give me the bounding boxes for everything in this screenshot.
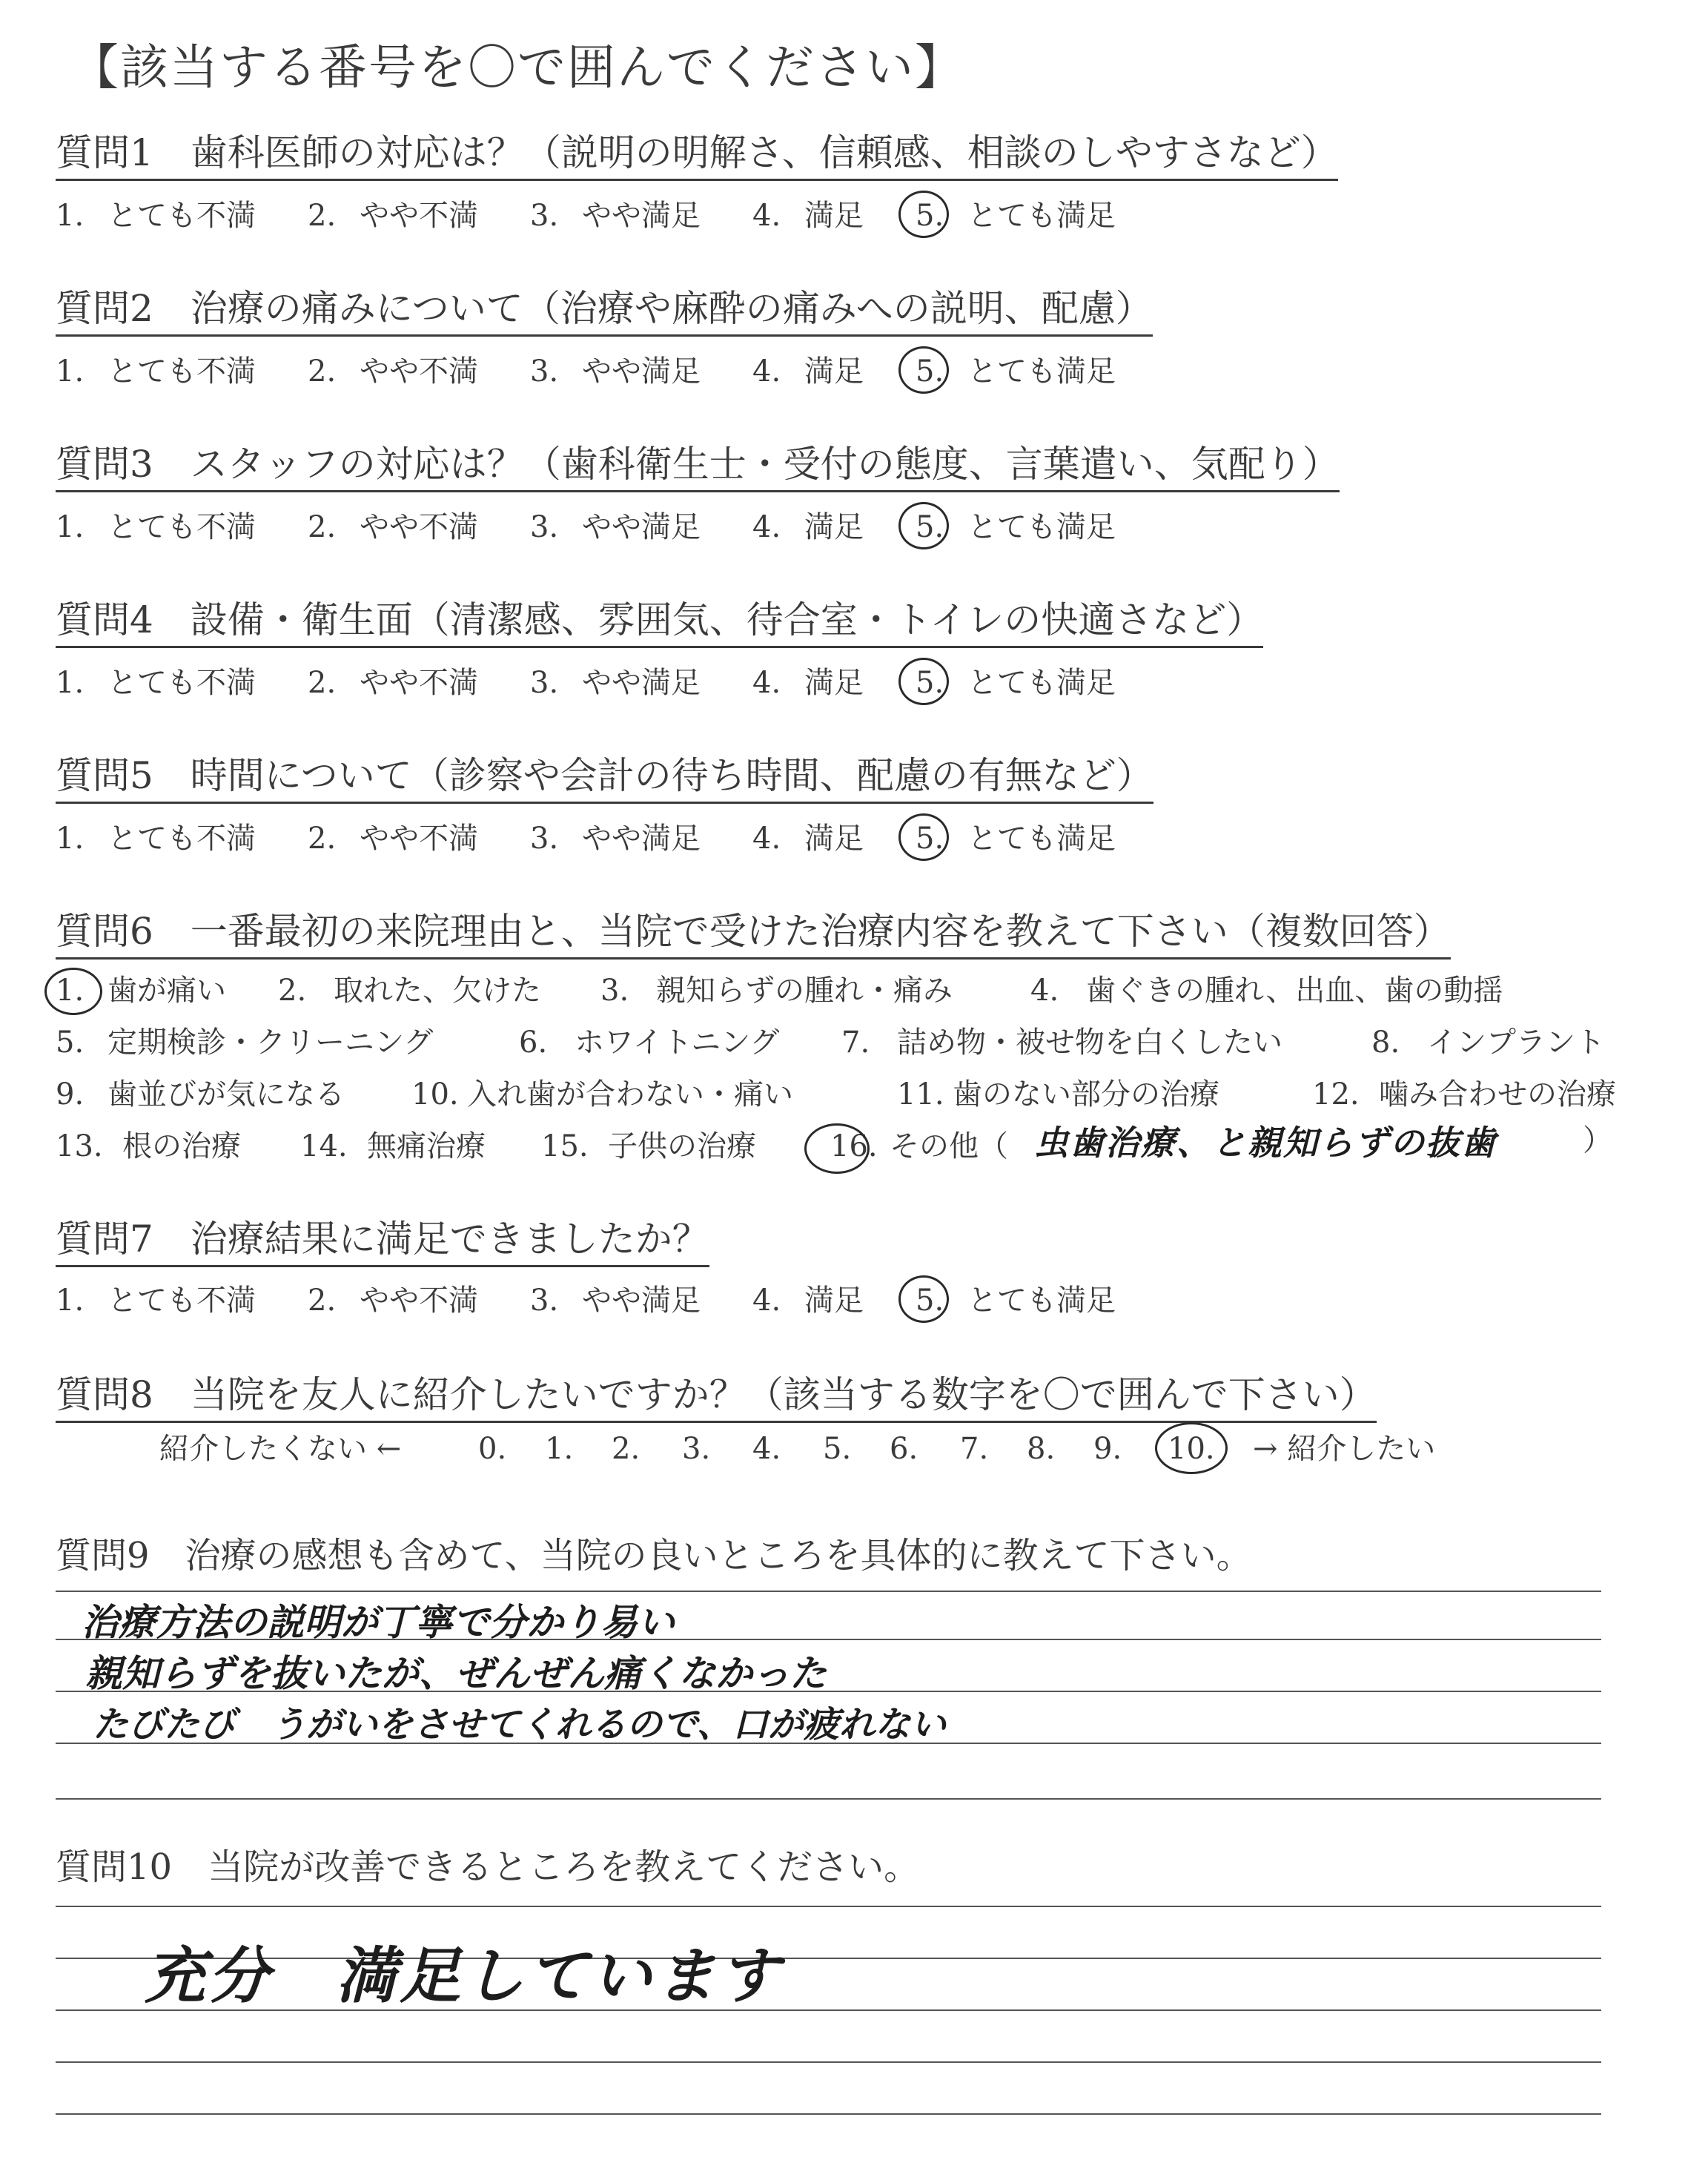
q6-item-13-num[interactable]: 13.: [56, 1129, 103, 1163]
q6-item-11-num[interactable]: 11.: [897, 1077, 944, 1112]
q2-option-8[interactable]: 5.: [916, 354, 944, 389]
q6-item-6-label[interactable]: ホワイトニング: [575, 1025, 780, 1060]
q2-option-7[interactable]: 満足: [804, 354, 864, 389]
q6-item-13-label[interactable]: 根の治療: [122, 1129, 241, 1163]
q5-option-1[interactable]: とても不満: [107, 822, 256, 856]
q2-option-1[interactable]: とても不満: [107, 354, 256, 389]
q3-selected-circle: [898, 502, 949, 549]
q4-option-4[interactable]: 3.: [530, 666, 559, 700]
q2-option-0[interactable]: 1.: [56, 354, 85, 389]
q4-option-7[interactable]: 満足: [804, 666, 864, 700]
q6-item-16-label[interactable]: その他（: [890, 1129, 1008, 1163]
q6-item-15-label[interactable]: 子供の治療: [608, 1129, 756, 1163]
q7-option-6[interactable]: 4.: [752, 1284, 781, 1318]
q6-item-3-num[interactable]: 3.: [600, 974, 629, 1008]
q7-option-1[interactable]: とても不満: [107, 1284, 256, 1318]
q5-option-3[interactable]: やや不満: [360, 822, 478, 856]
q4-option-9[interactable]: とても満足: [967, 666, 1116, 700]
q7-option-8[interactable]: 5.: [916, 1284, 944, 1318]
q3-option-1[interactable]: とても不満: [107, 510, 256, 544]
q7-option-0[interactable]: 1.: [56, 1284, 85, 1318]
q8-number-3[interactable]: 3.: [682, 1432, 711, 1466]
q9-answer-2: 親知らずを抜いたが、ぜんぜん痛くなかった: [85, 1652, 827, 1695]
q8-number-9[interactable]: 9.: [1093, 1432, 1122, 1466]
q5-option-7[interactable]: 満足: [804, 822, 864, 856]
q6-item-12-num[interactable]: 12.: [1312, 1077, 1360, 1112]
q5-selected-circle: [898, 813, 949, 861]
q5-option-9[interactable]: とても満足: [967, 822, 1116, 856]
q3-option-0[interactable]: 1.: [56, 510, 85, 544]
q6-item-7-num[interactable]: 7.: [841, 1025, 870, 1060]
q3-title: 質問3 スタッフの対応は？（歯科衛生士・受付の態度、言葉遣い、気配り）: [56, 441, 1340, 492]
q1-option-1[interactable]: とても不満: [107, 199, 256, 233]
q8-right-label: → 紹介したい: [1253, 1432, 1436, 1466]
q6-item-2-num[interactable]: 2.: [278, 974, 307, 1008]
q6-item-6-num[interactable]: 6.: [519, 1025, 548, 1060]
q8-number-2[interactable]: 2.: [612, 1432, 640, 1466]
q2-option-5[interactable]: やや満足: [582, 354, 701, 389]
q4-selected-circle: [898, 658, 949, 705]
q6-other-close: ）: [1583, 1123, 1612, 1157]
q6-title: 質問6 一番最初の来院理由と、当院で受けた治療内容を教えて下さい（複数回答）: [56, 908, 1451, 960]
q6-item-10-label[interactable]: 入れ歯が合わない・痛い: [467, 1077, 793, 1112]
q4-option-8[interactable]: 5.: [916, 666, 944, 700]
q1-selected-circle: [898, 191, 949, 238]
q8-title: 質問8 当院を友人に紹介したいですか？（該当する数字を〇で囲んで下さい）: [56, 1372, 1377, 1423]
q9-rule-1: [56, 1591, 1601, 1592]
q7-option-5[interactable]: やや満足: [582, 1284, 701, 1318]
q7-option-7[interactable]: 満足: [804, 1284, 864, 1318]
q8-number-0[interactable]: 0.: [478, 1432, 507, 1466]
q3-option-9[interactable]: とても満足: [967, 510, 1116, 544]
q6-item-5-label[interactable]: 定期検診・クリーニング: [107, 1025, 434, 1060]
q10-rule-5: [56, 2113, 1601, 2115]
q7-option-3[interactable]: やや不満: [360, 1284, 478, 1318]
q5-option-2[interactable]: 2.: [308, 822, 337, 856]
q2-option-9[interactable]: とても満足: [967, 354, 1116, 389]
q8-number-7[interactable]: 7.: [960, 1432, 989, 1466]
q3-option-7[interactable]: 満足: [804, 510, 864, 544]
q7-selected-circle: [898, 1275, 949, 1323]
q1-option-8[interactable]: 5.: [916, 199, 944, 233]
q8-number-6[interactable]: 6.: [890, 1432, 918, 1466]
q8-selected-circle: [1155, 1422, 1228, 1474]
q6-item-4-num[interactable]: 4.: [1030, 974, 1059, 1008]
q1-option-4[interactable]: 3.: [530, 199, 559, 233]
q5-option-5[interactable]: やや満足: [582, 822, 701, 856]
q10-title: 質問10 当院が改善できるところを教えてください。: [56, 1846, 920, 1888]
q5-option-0[interactable]: 1.: [56, 822, 85, 856]
q1-option-5[interactable]: やや満足: [582, 199, 701, 233]
q8-number-8[interactable]: 8.: [1027, 1432, 1056, 1466]
q6-item-8-label[interactable]: インプラント: [1427, 1025, 1605, 1060]
q1-option-6[interactable]: 4.: [752, 199, 781, 233]
q6-item-14-label[interactable]: 無痛治療: [367, 1129, 486, 1163]
q6-item-1-circle: [44, 968, 102, 1015]
q7-option-2[interactable]: 2.: [308, 1284, 337, 1318]
page-heading: 【該当する番号を〇で囲んでください】: [70, 40, 965, 96]
q6-item-4-label[interactable]: 歯ぐきの腫れ、出血、歯の動揺: [1086, 974, 1503, 1008]
q8-number-1[interactable]: 1.: [545, 1432, 574, 1466]
q5-option-6[interactable]: 4.: [752, 822, 781, 856]
q6-item-2-label[interactable]: 取れた、欠けた: [334, 974, 541, 1008]
q6-item-15-num[interactable]: 15.: [541, 1129, 589, 1163]
q3-option-8[interactable]: 5.: [916, 510, 944, 544]
q5-title: 質問5 時間について（診察や会計の待ち時間、配慮の有無など）: [56, 753, 1153, 804]
q4-option-2[interactable]: 2.: [308, 666, 337, 700]
q6-item-9-num[interactable]: 9.: [56, 1077, 85, 1112]
q4-option-3[interactable]: やや不満: [360, 666, 478, 700]
q3-option-3[interactable]: やや不満: [360, 510, 478, 544]
q6-item-3-label[interactable]: 親知らずの腫れ・痛み: [656, 974, 953, 1008]
q2-option-4[interactable]: 3.: [530, 354, 559, 389]
q5-option-4[interactable]: 3.: [530, 822, 559, 856]
q7-option-9[interactable]: とても満足: [967, 1284, 1116, 1318]
q4-option-6[interactable]: 4.: [752, 666, 781, 700]
q5-option-8[interactable]: 5.: [916, 822, 944, 856]
q6-item-10-num[interactable]: 10.: [411, 1077, 459, 1112]
q1-option-0[interactable]: 1.: [56, 199, 85, 233]
q6-item-1-label[interactable]: 歯が痛い: [107, 974, 226, 1008]
q6-item-7-label[interactable]: 詰め物・被せ物を白くしたい: [897, 1025, 1282, 1060]
q2-selected-circle: [898, 346, 949, 394]
q9-answer-1: 治療方法の説明が丁寧で分かり易い: [82, 1601, 675, 1644]
q6-other-answer: 虫歯治療、と親知らずの抜歯: [1034, 1123, 1497, 1163]
q9-answer-3: たびたび うがいをさせてくれるので、口が疲れない: [93, 1704, 947, 1745]
q9-title: 質問9 治療の感想も含めて、当院の良いところを具体的に教えて下さい。: [56, 1535, 1252, 1576]
q4-option-0[interactable]: 1.: [56, 666, 85, 700]
q8-number-4[interactable]: 4.: [752, 1432, 781, 1466]
q3-option-6[interactable]: 4.: [752, 510, 781, 544]
q2-option-2[interactable]: 2.: [308, 354, 337, 389]
q2-title: 質問2 治療の痛みについて（治療や麻酔の痛みへの説明、配慮）: [56, 285, 1153, 337]
q1-option-9[interactable]: とても満足: [967, 199, 1116, 233]
q6-item-11-label[interactable]: 歯のない部分の治療: [953, 1077, 1219, 1112]
q3-option-2[interactable]: 2.: [308, 510, 337, 544]
q2-option-6[interactable]: 4.: [752, 354, 781, 389]
q9-rule-5: [56, 1798, 1601, 1800]
q4-option-5[interactable]: やや満足: [582, 666, 701, 700]
q1-option-2[interactable]: 2.: [308, 199, 337, 233]
q4-option-1[interactable]: とても不満: [107, 666, 256, 700]
q3-option-5[interactable]: やや満足: [582, 510, 701, 544]
q2-option-3[interactable]: やや不満: [360, 354, 478, 389]
q8-number-5[interactable]: 5.: [823, 1432, 852, 1466]
q1-title: 質問1 歯科医師の対応は？（説明の明解さ、信頼感、相談のしやすさなど）: [56, 130, 1338, 181]
q6-item-16-circle: [804, 1123, 870, 1174]
q7-title: 質問7 治療結果に満足できましたか？: [56, 1216, 709, 1267]
q6-item-1-num[interactable]: 1.: [56, 974, 85, 1008]
q4-title: 質問4 設備・衛生面（清潔感、雰囲気、待合室・トイレの快適さなど）: [56, 597, 1263, 648]
q8-left-label: 紹介したくない ←: [159, 1432, 402, 1466]
q3-option-4[interactable]: 3.: [530, 510, 559, 544]
q6-item-9-label[interactable]: 歯並びが気になる: [107, 1077, 345, 1112]
q10-answer: 充分 満足しています: [145, 1941, 782, 2012]
q6-item-5-num[interactable]: 5.: [56, 1025, 85, 1060]
q7-option-4[interactable]: 3.: [530, 1284, 559, 1318]
q6-item-8-num[interactable]: 8.: [1371, 1025, 1400, 1060]
q8-number-10[interactable]: 10.: [1168, 1432, 1215, 1466]
q1-option-7[interactable]: 満足: [804, 199, 864, 233]
q1-option-3[interactable]: やや不満: [360, 199, 478, 233]
q10-rule-4: [56, 2061, 1601, 2063]
q10-rule-1: [56, 1906, 1601, 1907]
q6-item-14-num[interactable]: 14.: [300, 1129, 348, 1163]
q6-item-12-label[interactable]: 噛み合わせの治療: [1379, 1077, 1616, 1112]
q6-item-16-num[interactable]: 16.: [830, 1129, 878, 1163]
